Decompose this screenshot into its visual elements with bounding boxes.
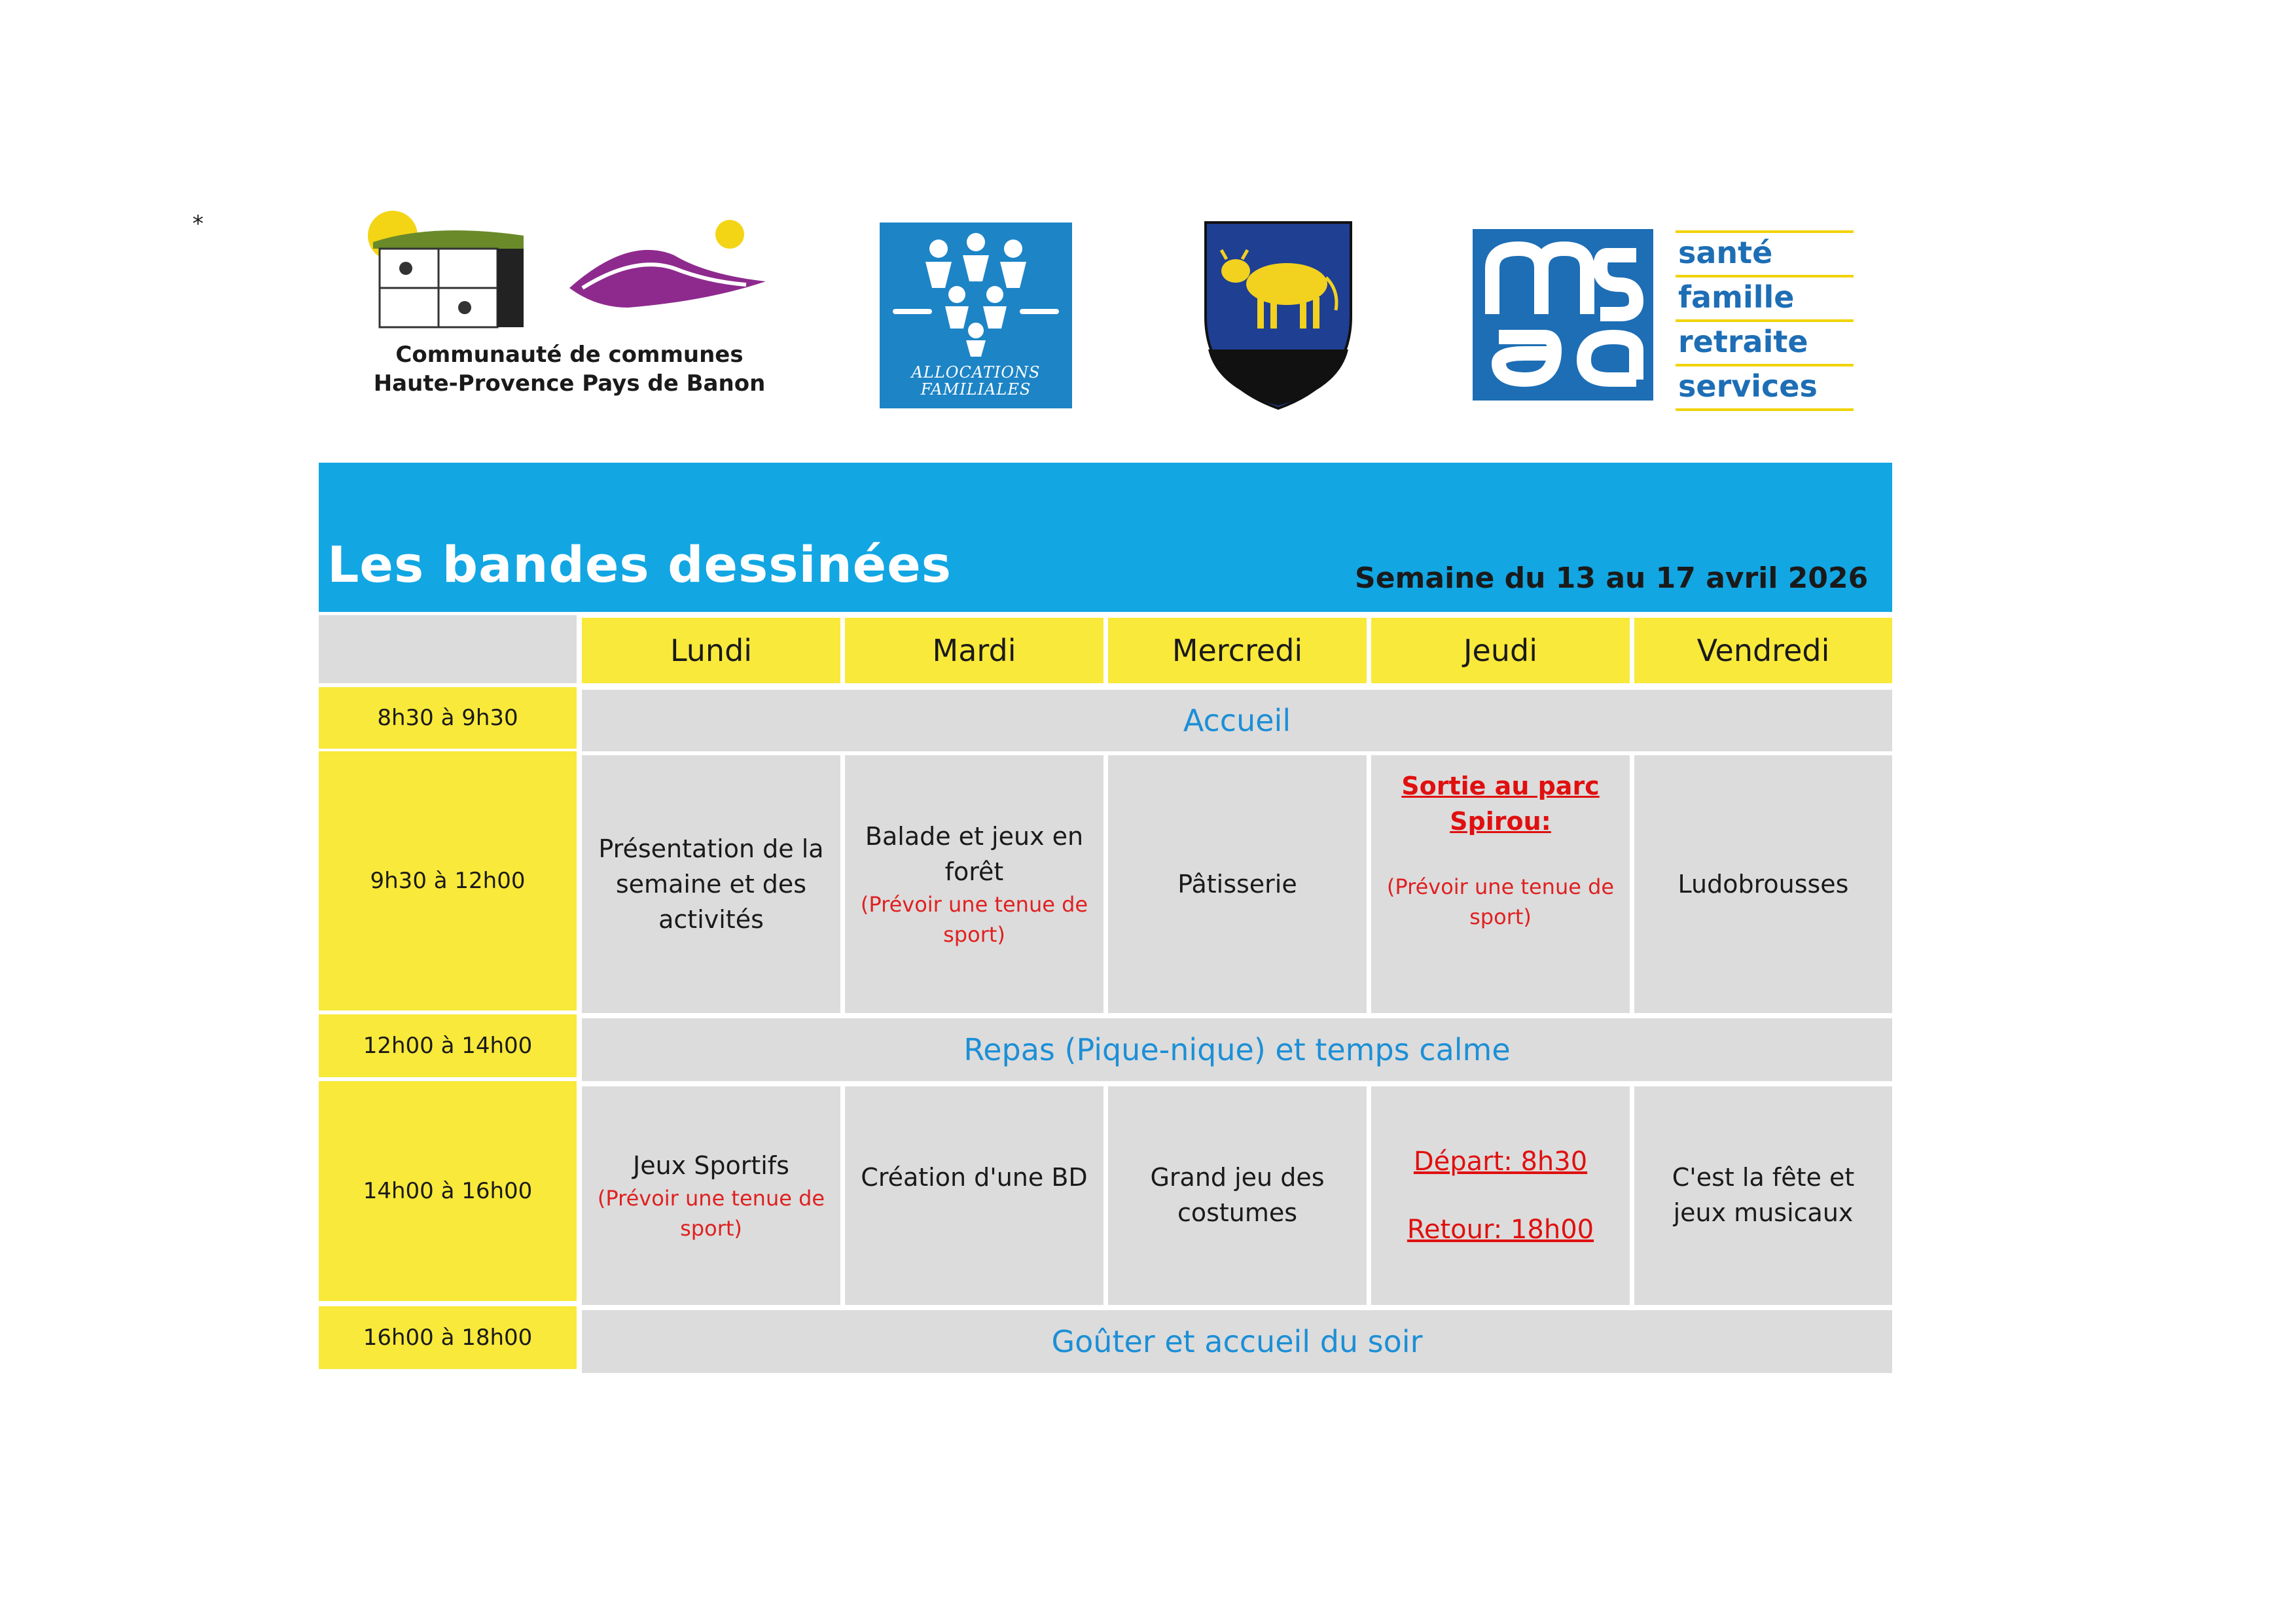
activity-note-line: (Prévoir une tenue de xyxy=(1386,874,1615,899)
msa-word-services: services xyxy=(1676,364,1854,411)
cow-crest-logo xyxy=(1202,219,1355,411)
activity-text-line: Jeux Sportifs xyxy=(633,1151,789,1180)
caf-figures-icon xyxy=(880,223,1072,366)
day-header-mardi: Mardi xyxy=(845,618,1103,683)
activity-note-line: sport) xyxy=(943,922,1005,947)
repas-row: Repas (Pique-nique) et temps calme xyxy=(582,1018,1892,1081)
time-slot-5: 16h00 à 18h00 xyxy=(319,1306,577,1369)
outing-title-line: Spirou: xyxy=(1450,807,1551,836)
time-slot-2: 9h30 à 12h00 xyxy=(319,751,577,1010)
week-label: Semaine du 13 au 17 avril 2026 xyxy=(1355,562,1869,595)
activity-note-line: sport) xyxy=(680,1216,742,1241)
activity-text-line: forêt xyxy=(944,857,1004,886)
activity-text-line: C'est la fête et xyxy=(1672,1163,1855,1192)
msa-word-sante: santé xyxy=(1676,230,1854,275)
activity-text-line: activités xyxy=(658,905,764,934)
activity-text-line: Ludobrousses xyxy=(1677,870,1849,899)
day-header-mercredi: Mercredi xyxy=(1108,618,1367,683)
caf-logo-line1: ALLOCATIONS xyxy=(911,363,1041,382)
day-header-jeudi: Jeudi xyxy=(1371,618,1630,683)
msa-word-retraite: retraite xyxy=(1676,319,1854,364)
activity-mardi-morning xyxy=(845,755,1103,1013)
asterisk-mark: * xyxy=(192,211,204,237)
time-slot-3: 12h00 à 14h00 xyxy=(319,1014,577,1077)
msa-letters-icon xyxy=(1473,229,1653,401)
outing-departure: Départ: 8h30 xyxy=(1413,1147,1588,1177)
gouter-row: Goûter et accueil du soir xyxy=(582,1310,1892,1373)
corner-cell xyxy=(319,615,577,683)
cc-logo-caption xyxy=(340,340,798,398)
caf-logo-line2: FAMILIALES xyxy=(920,380,1031,399)
activity-text-line: Présentation de la xyxy=(598,834,824,863)
caf-logo-caption xyxy=(880,364,1072,398)
accueil-row: Accueil xyxy=(582,690,1892,751)
page-title: Les bandes dessinées xyxy=(327,535,952,594)
activity-lundi-morning xyxy=(582,755,840,1013)
cc-logo-line1: Communauté de communes xyxy=(395,342,744,368)
cc-logo-line2: Haute-Provence Pays de Banon xyxy=(373,370,766,397)
activity-text-line: Balade et jeux en xyxy=(865,822,1084,851)
activity-vendredi-morning xyxy=(1634,755,1892,1013)
activity-mardi-afternoon xyxy=(845,1086,1103,1305)
activity-text-line: Pâtisserie xyxy=(1177,870,1297,899)
activity-jeudi-morning xyxy=(1371,755,1630,1013)
day-header-lundi: Lundi xyxy=(582,618,840,683)
time-slot-1: 8h30 à 9h30 xyxy=(319,687,577,749)
activity-mercredi-afternoon xyxy=(1108,1086,1367,1305)
day-header-vendredi: Vendredi xyxy=(1634,618,1892,683)
activity-mercredi-morning xyxy=(1108,755,1367,1013)
activity-text-line: semaine et des xyxy=(615,870,807,899)
activity-text-line: costumes xyxy=(1177,1198,1298,1227)
outing-title-line: Sortie au parc xyxy=(1401,772,1600,800)
outing-return: Retour: 18h00 xyxy=(1407,1215,1594,1245)
msa-logo xyxy=(1473,229,1653,401)
time-slot-4: 14h00 à 16h00 xyxy=(319,1081,577,1301)
activity-note-line: (Prévoir une tenue de xyxy=(597,1186,825,1211)
activity-vendredi-afternoon xyxy=(1634,1086,1892,1305)
msa-word-famille: famille xyxy=(1676,275,1854,319)
activity-note-line: sport) xyxy=(1469,904,1532,929)
activity-text-line: jeux musicaux xyxy=(1673,1198,1854,1227)
activity-text-line: Grand jeu des xyxy=(1150,1163,1325,1192)
activity-jeudi-afternoon xyxy=(1371,1086,1630,1305)
activity-text-line: Création d'une BD xyxy=(861,1163,1088,1192)
activity-lundi-afternoon xyxy=(582,1086,840,1305)
msa-tagline xyxy=(1676,230,1854,411)
activity-note-line: (Prévoir une tenue de xyxy=(860,892,1088,917)
